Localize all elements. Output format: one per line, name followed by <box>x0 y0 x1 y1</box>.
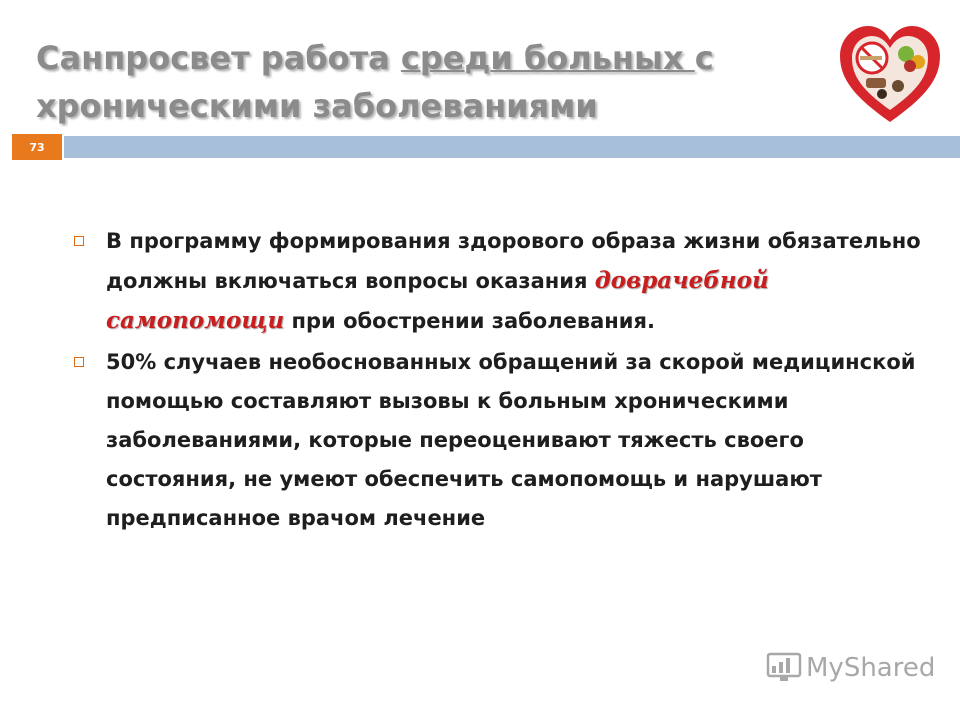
bullet-item-1 <box>72 222 922 341</box>
bullet-item-2 <box>72 343 922 538</box>
myshared-logo-icon <box>766 652 802 684</box>
bullet1-text-pre: В программу формирования здорового образа жизни обязательно должны включаться вопросы оказания <box>106 229 921 293</box>
title-part-1: Санпросвет работа <box>36 39 401 77</box>
bullet1-highlight: доврачебной самопомощи <box>106 267 769 334</box>
bullet1-text-post: при обострении заболевания. <box>284 309 655 333</box>
square-bullet-icon <box>74 236 84 246</box>
bullet2-text: 50% случаев необоснованных обращений за скорой медицинской помощью составляют вызовы к больным хроническими заболеваниями, которые переоценивают тяжесть своего состояния, не умеют обеспечить самопомощь и нарушают предписанное врачом лечение <box>106 350 916 530</box>
square-bullet-icon <box>74 357 84 367</box>
myshared-watermark <box>766 652 935 684</box>
slide-content <box>72 222 922 540</box>
title-part-2: с хроническими заболеваниями <box>36 39 714 125</box>
title-underlined: среди больных <box>400 39 695 77</box>
slide-number: 73 <box>12 134 62 160</box>
heart-health-icon <box>836 22 944 126</box>
title-divider-bar <box>64 136 960 158</box>
brand-name: MyShared <box>806 653 936 683</box>
slide-title <box>36 34 816 130</box>
